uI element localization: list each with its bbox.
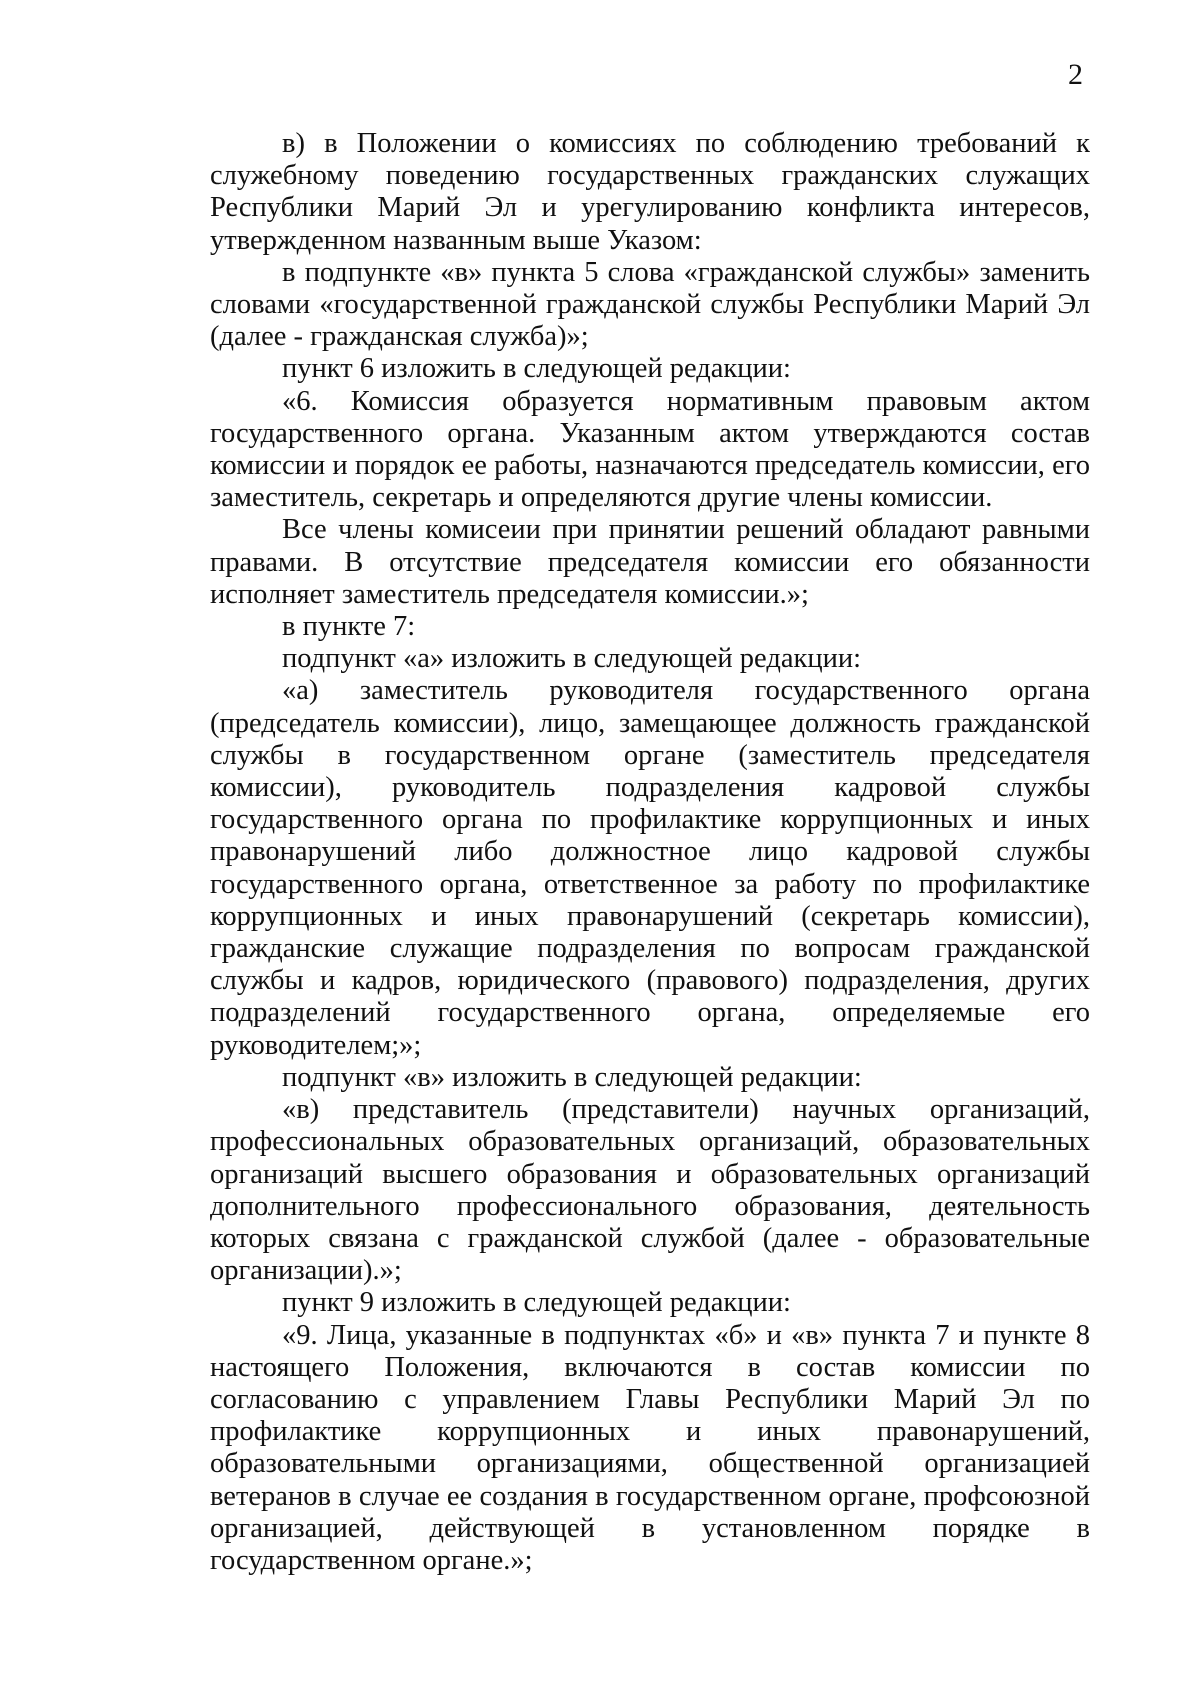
paragraph-subpoint-a-text: «а) заместитель руководителя государственного органа (председатель комиссии), лицо, замещающее должность гражданской службы в государственном органе (заместитель председателя комиссии), руководитель подразделения кадровой службы государственного органа по профилактике коррупционных и иных правонарушений либо должностное лицо кадровой службы государственного органа, ответственное за работу по профилактике коррупционных и иных правонарушений (секретарь комиссии), гражданские служащие подразделения по вопросам гражданской службы и кадров, юридического (правового) подразделения, других подразделений государственного органа, определяемые его руководителем;»; xyxy=(210,675,1090,1061)
paragraph-point-6-intro: пункт 6 изложить в следующей редакции: xyxy=(282,353,791,385)
paragraph-subpoint-a-intro: подпункт «а» изложить в следующей редакции: xyxy=(282,643,861,675)
paragraph-subpoint-v-text: «в) представитель (представители) научных организаций, профессиональных образовательных организаций, образовательных организаций высшего образования и образовательных организаций дополнительного профессионального образования, деятельность которых связана с гражданской службой (далее - образовательные организации).»; xyxy=(210,1094,1090,1287)
paragraph-point-9-text: «9. Лица, указанные в подпунктах «б» и «в» пункта 7 и пункте 8 настоящего Положения, включаются в состав комиссии по согласованию с управлением Главы Республики Марий Эл по профилактике коррупционных и иных правонарушений, образовательными организациями, общественной организацией ветеранов в случае ее создания в государственном органе, профсоюзной организацией, действующей в установленном порядке в государственном органе.»; xyxy=(210,1319,1090,1576)
page-number: 2 xyxy=(1068,58,1083,91)
paragraph-subpoint-v-point-5: в подпункте «в» пункта 5 слова «гражданской службы» заменить словами «государственной гражданской службы Республики Марий Эл (далее - гражданская служба)»; xyxy=(210,256,1090,353)
paragraph-subpoint-v-intro: подпункт «в» изложить в следующей редакции: xyxy=(282,1061,862,1093)
paragraph-point-6-members: Все члены комисеии при принятии решений обладают равными правами. В отсутствие председателя комиссии его обязанности исполняет заместитель председателя комиссии.»; xyxy=(210,514,1090,610)
paragraph-point-7-intro: в пункте 7: xyxy=(282,611,416,643)
document-body xyxy=(210,128,1090,1577)
paragraph-point-6-text: «6. Комиссия образуется нормативным правовым актом государственного органа. Указанным актом утверждаются состав комиссии и порядок ее работы, назначаются председатель комиссии, его заместитель, секретарь и определяются другие члены комиссии. xyxy=(210,385,1090,514)
paragraph-point-9-intro: пункт 9 изложить в следующей редакции: xyxy=(282,1287,791,1319)
paragraph-amendment-v: в) в Положении о комиссиях по соблюдению требований к служебному поведению государственных гражданских служащих Республики Марий Эл и урегулированию конфликта интересов, утвержденном названным выше Указом: xyxy=(210,128,1090,256)
